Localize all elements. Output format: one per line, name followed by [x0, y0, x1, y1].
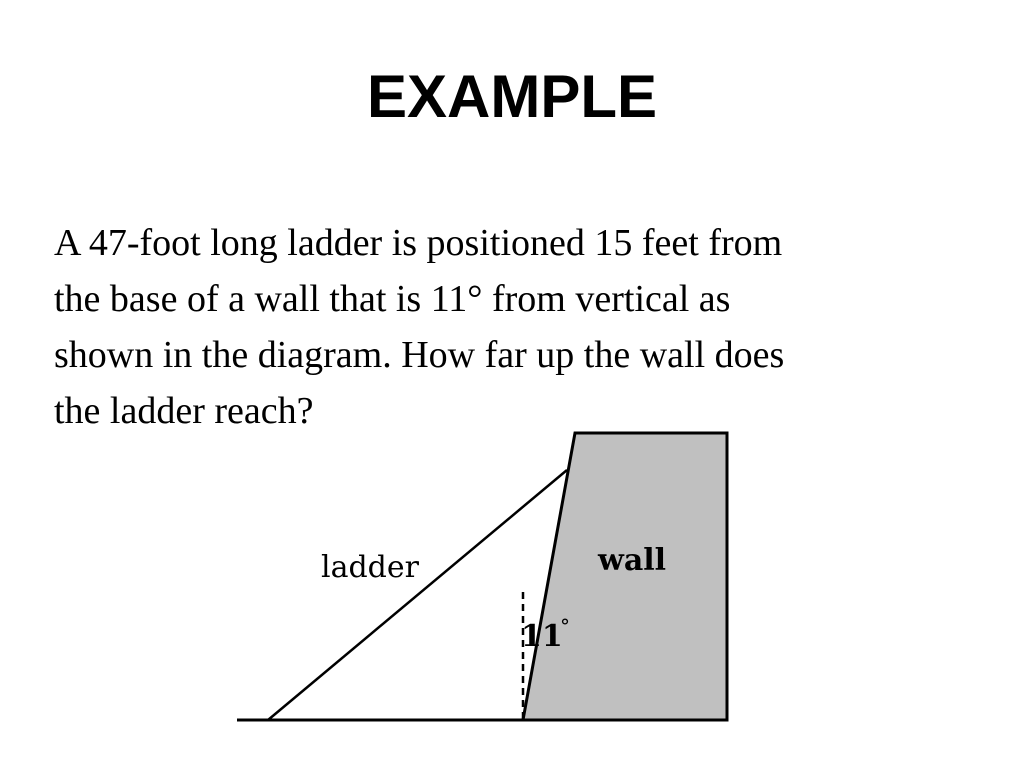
slide-title: EXAMPLE [366, 63, 658, 130]
ladder-label: ladder [321, 550, 419, 585]
problem-text: A 47-foot long ladder is positioned 15 feet from the base of a wall that is 11° from vertical as shown in the diagram. How far up the wall does the ladder reach? [54, 222, 785, 432]
angle-label: 11 [521, 619, 563, 654]
wall-label: wall [598, 543, 667, 578]
angle-degree-symbol: ° [560, 614, 570, 638]
